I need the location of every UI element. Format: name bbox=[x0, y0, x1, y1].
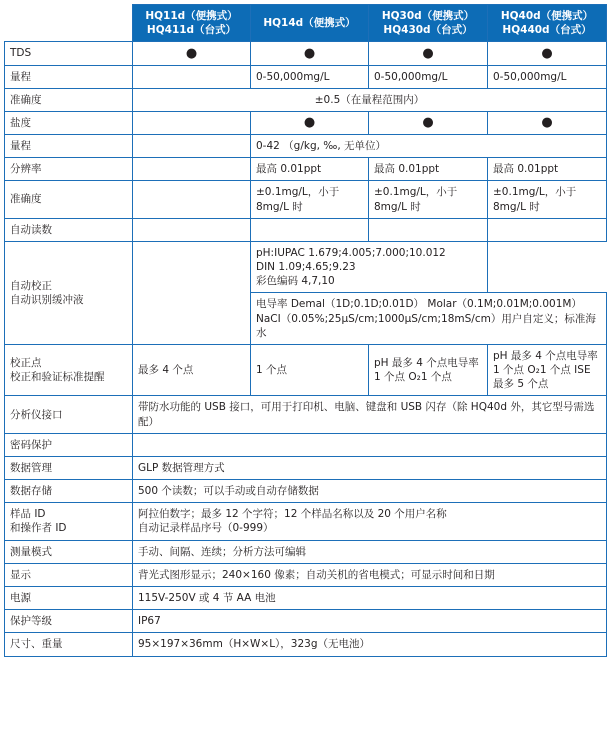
table-row bbox=[5, 633, 607, 656]
data-cell bbox=[133, 610, 607, 633]
data-cell bbox=[369, 65, 488, 88]
data-cell-line: ±0.1mg/L，小于 8mg/L 时 bbox=[374, 186, 458, 213]
row-label-line: TDS bbox=[10, 47, 32, 60]
data-cell bbox=[133, 344, 251, 396]
data-cell-line: 最高 0.01ppt bbox=[374, 163, 440, 176]
data-cell bbox=[133, 65, 251, 88]
data-cell bbox=[251, 158, 369, 181]
row-label bbox=[5, 563, 133, 586]
data-cell bbox=[133, 633, 607, 656]
data-cell-line: 0-50,000mg/L bbox=[256, 70, 330, 83]
row-label bbox=[5, 42, 133, 65]
row-label-line: 分辨率 bbox=[10, 163, 42, 176]
data-cell-line: 0-50,000mg/L bbox=[493, 70, 567, 83]
data-cell-line: ±0.1mg/L，小于 8mg/L 时 bbox=[256, 186, 340, 213]
data-cell-line: ● bbox=[422, 115, 434, 131]
data-cell bbox=[369, 111, 488, 134]
row-label bbox=[5, 456, 133, 479]
data-cell bbox=[488, 218, 607, 241]
data-cell bbox=[251, 293, 607, 345]
data-cell bbox=[133, 88, 607, 111]
data-cell bbox=[369, 158, 488, 181]
data-cell bbox=[251, 135, 607, 158]
row-label bbox=[5, 181, 133, 218]
table-row bbox=[5, 135, 607, 158]
data-cell bbox=[133, 586, 607, 609]
data-cell bbox=[251, 241, 488, 293]
data-cell bbox=[133, 181, 251, 218]
data-cell-line: 电导率 Demal（1D;0.1D;0.01D） Molar（0.1M;0.01M;0.001M） bbox=[256, 298, 582, 311]
row-label bbox=[5, 610, 133, 633]
row-label-line: 数据存储 bbox=[10, 485, 52, 498]
data-cell-line: 0-42 （g/kg, ‰, 无单位） bbox=[256, 140, 387, 153]
header-line-1: HQ40d（便携式） bbox=[500, 10, 594, 22]
data-cell-line: 自动记录样品序号（0-999） bbox=[138, 522, 274, 535]
data-cell bbox=[133, 111, 251, 134]
data-cell bbox=[133, 480, 607, 503]
table-row bbox=[5, 158, 607, 181]
data-cell-line: 手动、间隔、连续；分析方法可编辑 bbox=[138, 545, 306, 558]
table-header-hq11d bbox=[133, 5, 251, 42]
data-cell-line: 彩色编码 4,7,10 bbox=[256, 275, 335, 288]
row-label-line: 量程 bbox=[10, 70, 31, 83]
row-label-line: 密码保护 bbox=[10, 438, 52, 451]
row-label bbox=[5, 396, 133, 433]
data-cell-line: 最多 4 个点 bbox=[138, 364, 194, 377]
data-cell bbox=[133, 218, 251, 241]
data-cell bbox=[133, 503, 607, 540]
row-label-line: 量程 bbox=[10, 140, 31, 153]
table-header-hq30d bbox=[369, 5, 488, 42]
table-header-hq14d bbox=[251, 5, 369, 42]
table-row bbox=[5, 241, 607, 293]
data-cell bbox=[251, 181, 369, 218]
data-cell-line: 带防水功能的 USB 接口，可用于打印机、电脑、键盘和 USB 闪存（除 HQ40d 外，其它型号需选配） bbox=[138, 401, 595, 428]
data-cell bbox=[133, 433, 607, 456]
header-line-1: HQ11d（便携式） bbox=[145, 10, 238, 22]
data-cell bbox=[251, 344, 369, 396]
data-cell bbox=[251, 218, 369, 241]
data-cell-line: ● bbox=[185, 45, 198, 61]
row-label bbox=[5, 480, 133, 503]
row-label bbox=[5, 540, 133, 563]
row-label bbox=[5, 633, 133, 656]
row-label bbox=[5, 433, 133, 456]
table-row bbox=[5, 456, 607, 479]
table-row bbox=[5, 480, 607, 503]
row-label bbox=[5, 135, 133, 158]
data-cell-line: 背光式图形显示；240×160 像素；自动关机的省电模式；可显示时间和日期 bbox=[138, 568, 495, 581]
row-label-line: 显示 bbox=[10, 568, 31, 581]
data-cell-line: ● bbox=[303, 115, 316, 131]
data-cell-line: pH 最多 4 个点电导率 1 个点 O₂1 个点 ISE 最多 5 个点 bbox=[493, 349, 598, 391]
row-label-line: 盐度 bbox=[10, 116, 31, 129]
table-row bbox=[5, 42, 607, 65]
header-line-1: HQ14d（便携式） bbox=[263, 17, 356, 30]
row-label-line: 校正和验证标准提醒 bbox=[10, 371, 105, 384]
table-header-corner bbox=[5, 5, 133, 42]
row-label bbox=[5, 88, 133, 111]
data-cell-line: ● bbox=[541, 115, 553, 131]
row-label-line: 自动识别缓冲液 bbox=[10, 293, 84, 306]
data-cell bbox=[133, 135, 251, 158]
data-cell bbox=[133, 456, 607, 479]
data-cell bbox=[488, 111, 607, 134]
data-cell bbox=[251, 65, 369, 88]
table-row bbox=[5, 586, 607, 609]
row-label-line: 自动读数 bbox=[10, 223, 52, 236]
data-cell bbox=[369, 42, 488, 65]
table-row bbox=[5, 503, 607, 540]
data-cell bbox=[369, 218, 488, 241]
data-cell bbox=[369, 344, 488, 396]
data-cell-line: 最高 0.01ppt bbox=[256, 163, 322, 176]
data-cell bbox=[488, 181, 607, 218]
data-cell-line: 500 个读数；可以手动或自动存储数据 bbox=[138, 485, 319, 498]
header-line-2: HQ440d（台式） bbox=[502, 24, 592, 37]
data-cell-line: ● bbox=[541, 45, 553, 61]
data-cell-line: 0-50,000mg/L bbox=[374, 70, 448, 83]
row-label-line: 自动校正 bbox=[10, 279, 52, 292]
data-cell-line: IP67 bbox=[138, 615, 161, 628]
data-cell bbox=[133, 42, 251, 65]
header-line-2: HQ411d（台式） bbox=[146, 24, 237, 37]
data-cell bbox=[133, 563, 607, 586]
table-header-hq40d bbox=[488, 5, 607, 42]
data-cell bbox=[133, 540, 607, 563]
header-line-2: HQ430d（台式） bbox=[383, 24, 473, 37]
data-cell-line: ±0.1mg/L，小于 8mg/L 时 bbox=[493, 186, 577, 213]
table-row bbox=[5, 396, 607, 433]
row-label bbox=[5, 218, 133, 241]
data-cell-line: NaCI（0.05%;25µS/cm;1000µS/cm;18mS/cm）用户自定义；标准海水 bbox=[256, 312, 596, 339]
specification-table bbox=[4, 4, 607, 657]
table-row bbox=[5, 65, 607, 88]
data-cell-line: 最高 0.01ppt bbox=[493, 163, 559, 176]
row-label-line: 测量模式 bbox=[10, 545, 52, 558]
data-cell bbox=[488, 158, 607, 181]
data-cell bbox=[488, 42, 607, 65]
data-cell bbox=[488, 344, 607, 396]
row-label-line: 尺寸、重量 bbox=[10, 638, 63, 651]
row-label-line: 和操作者 ID bbox=[10, 522, 67, 535]
table-row bbox=[5, 540, 607, 563]
table-row bbox=[5, 181, 607, 218]
header-line-1: HQ30d（便携式） bbox=[381, 10, 475, 22]
row-label-line: 校正点 bbox=[10, 357, 42, 369]
row-label bbox=[5, 111, 133, 134]
data-cell-line: 95×197×36mm（H×W×L），323g（无电池） bbox=[138, 638, 370, 651]
row-label-line: 准确度 bbox=[10, 93, 42, 106]
table-body bbox=[5, 42, 607, 656]
data-cell bbox=[133, 241, 251, 344]
table-row bbox=[5, 433, 607, 456]
row-label bbox=[5, 65, 133, 88]
row-label bbox=[5, 344, 133, 396]
table-header-row bbox=[5, 5, 607, 42]
table-row bbox=[5, 344, 607, 396]
row-label-line: 样品 ID bbox=[10, 508, 46, 521]
row-label-line: 准确度 bbox=[10, 193, 42, 206]
data-cell-line: ● bbox=[422, 45, 434, 61]
data-cell bbox=[133, 158, 251, 181]
data-cell-line: ● bbox=[303, 45, 316, 61]
row-label bbox=[5, 503, 133, 540]
data-cell-line: 115V-250V 或 4 节 AA 电池 bbox=[138, 591, 276, 604]
table-header bbox=[5, 5, 607, 42]
table-row bbox=[5, 218, 607, 241]
data-cell-line: DIN 1.09;4.65;9.23 bbox=[256, 261, 356, 274]
data-cell bbox=[251, 42, 369, 65]
data-cell bbox=[251, 111, 369, 134]
row-label-line: 分析仪接口 bbox=[10, 408, 63, 421]
data-cell-line: GLP 数据管理方式 bbox=[138, 461, 225, 474]
data-cell-line: ±0.5（在量程范围内） bbox=[314, 93, 425, 106]
row-label bbox=[5, 586, 133, 609]
row-label-line: 数据管理 bbox=[10, 461, 52, 474]
table-row bbox=[5, 610, 607, 633]
table-row bbox=[5, 88, 607, 111]
table-row bbox=[5, 111, 607, 134]
data-cell-line: pH 最多 4 个点电导率 1 个点 O₂1 个点 bbox=[374, 357, 479, 384]
row-label bbox=[5, 241, 133, 344]
data-cell bbox=[488, 65, 607, 88]
data-cell-line: pH:IUPAC 1.679;4.005;7.000;10.012 bbox=[256, 246, 446, 259]
row-label bbox=[5, 158, 133, 181]
row-label-line: 保护等级 bbox=[10, 615, 52, 628]
data-cell bbox=[369, 181, 488, 218]
table-row bbox=[5, 563, 607, 586]
data-cell bbox=[133, 396, 607, 433]
data-cell-line: 1 个点 bbox=[256, 364, 288, 377]
row-label-line: 电源 bbox=[10, 591, 31, 604]
data-cell-line: 阿拉伯数字；最多 12 个字符；12 个样品名称以及 20 个用户名称 bbox=[138, 508, 447, 521]
